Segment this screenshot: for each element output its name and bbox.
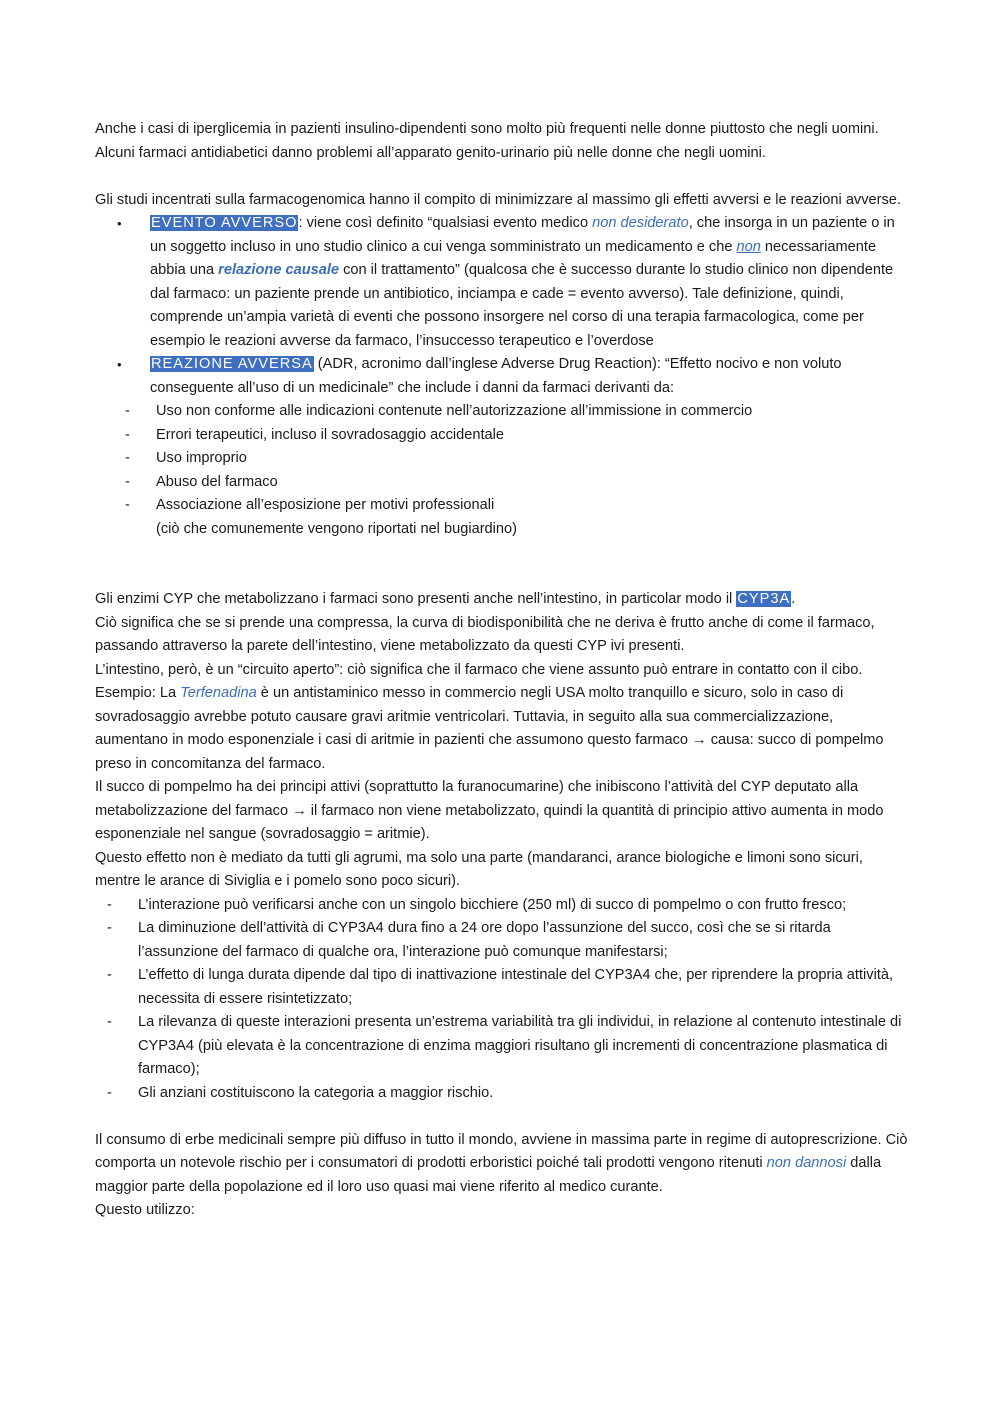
list-item-text: Errori terapeutici, incluso il sovradosaggio accidentale	[156, 426, 504, 443]
erbe-em-non-dannosi: non dannosi	[766, 1155, 847, 1171]
list-item	[95, 917, 910, 964]
highlight-cyp3a: CYP3A	[737, 591, 791, 607]
dash-icon: -	[107, 1014, 112, 1030]
adr-note: (ciò che comunemente vengono riportati nel bugiardino)	[156, 520, 518, 537]
esempio-text-2: è un antistaminico messo in commercio negli USA molto tranquillo e sicuro, solo in caso di sovradosaggio avrebbe potuto causare gravi aritmie ventricolari. Tuttavia, in seguito alla sua commercializzazione, aumentano in modo esponenziale i casi di aritmie in pazienti che assumono questo farmaco → causa: succo di pompelmo preso in concomitanza del farmaco.	[95, 685, 884, 772]
list-item	[95, 1011, 910, 1082]
list-item-reazione-avversa	[95, 353, 910, 400]
bullet-icon: •	[117, 357, 122, 372]
highlight-reazione-avversa: REAZIONE AVVERSA	[151, 356, 313, 372]
esempio-em-terfenadina: Terfenadina	[180, 685, 257, 701]
list-item-text: La rilevanza di queste interazioni presenta un’estrema variabilità tra gli individui, in relazione al contenuto intestinale di CYP3A4 (più elevata è la concentrazione di enzima maggiori risultano gli incrementi di concentrazione plasmatica di farmaco);	[138, 1014, 902, 1077]
list-item-text: L’interazione può verificarsi anche con un singolo bicchiere (250 ml) di succo di pompelmo o con frutto fresco;	[138, 896, 847, 913]
esempio-paragraph	[95, 682, 910, 776]
evento-text-1: : viene così definito “qualsiasi evento medico	[298, 215, 593, 231]
list-item-text: Gli anziani costituiscono la categoria a maggior rischio.	[138, 1084, 494, 1101]
bullet-icon: •	[117, 216, 122, 231]
definitions-list	[95, 212, 910, 400]
erbe-text-2: dalla maggior parte della popolazione ed il loro uso quasi mai viene riferito al medico curante.	[95, 1155, 882, 1195]
dash-icon: -	[125, 403, 130, 419]
list-item-text: L’effetto di lunga durata dipende dal tipo di inattivazione intestinale del CYP3A4 che, per riprendere la propria attività, necessita di essere risintetizzato;	[138, 967, 894, 1007]
erbe-text-1: Il consumo di erbe medicinali sempre più diffuso in tutto il mondo, avviene in massima parte in regime di autoprescrizione. Ciò comporta un notevole rischio per i consumatori di prodotti erboristici poiché tali prodotti vengono ritenuti	[95, 1131, 908, 1171]
list-item	[95, 400, 910, 424]
spacer	[95, 541, 910, 588]
cyp-text-2: .	[791, 591, 796, 607]
evento-em-relazione-causale: relazione causale	[218, 262, 340, 278]
evento-text-4: con il trattamento” (qualcosa che è successo durante lo studio clinico non dipendente dal farmaco: un paziente prende un antibiotico, inciampa e cade = evento avverso). Tale definizione, quindi, comprende un’ampia varietà di eventi che possono insorgere nel corso di una terapia farmacologica, come per esempio le reazioni avverse da farmaco, l’insuccesso terapeutico e l’overdose	[150, 262, 894, 349]
cyp-text-1: Gli enzimi CYP che metabolizzano i farmaci sono presenti anche nell’intestino, in particolar modo il	[95, 591, 737, 607]
reazione-text: (ADR, acronimo dall’inglese Adverse Drug Reaction): “Effetto nocivo e non voluto conseguente all’uso di un medicinale” che include i danni da farmaci derivanti da:	[150, 356, 842, 396]
dash-icon: -	[107, 896, 112, 913]
evento-text-3: necessariamente abbia una	[150, 238, 877, 278]
questo-utilizzo-paragraph: Questo utilizzo:	[95, 1202, 195, 1218]
spacer	[95, 1105, 910, 1129]
list-item	[95, 964, 910, 1011]
dash-icon: -	[125, 497, 130, 513]
list-item-text: Uso non conforme alle indicazioni contenute nell’autorizzazione all’immissione in commercio	[156, 403, 753, 419]
farmacogenomica-paragraph: Gli studi incentrati sulla farmacogenomica hanno il compito di minimizzare al massimo gli effetti avversi e le reazioni avverse.	[95, 191, 901, 208]
dash-icon: -	[107, 920, 112, 936]
list-item-text: Abuso del farmaco	[156, 473, 278, 490]
list-item	[95, 424, 910, 448]
spacer	[95, 165, 910, 189]
dash-icon: -	[107, 1084, 112, 1101]
adr-causes-list	[95, 400, 910, 518]
dash-icon: -	[125, 450, 130, 466]
list-item	[95, 494, 910, 518]
list-item-text: Uso improprio	[156, 450, 247, 466]
biodisponibilita-paragraph: Ciò significa che se si prende una compressa, la curva di biodisponibilità che ne deriva è frutto anche di come il farmaco, passando attraverso la parete dell’intestino, viene metabolizzato da questi CYP ivi presenti.	[95, 614, 875, 654]
document-page	[95, 118, 910, 1223]
dash-icon: -	[107, 967, 112, 983]
list-item-text: Associazione all’esposizione per motivi professionali	[156, 497, 495, 513]
evento-em-non: non	[736, 238, 761, 255]
circuito-aperto-paragraph: L’intestino, però, è un “circuito aperto”: ciò significa che il farmaco che viene assunto può entrare in contatto con il cibo.	[95, 661, 863, 678]
list-item	[95, 471, 910, 495]
evento-em-non-desiderato: non desiderato	[592, 215, 689, 231]
dash-icon: -	[125, 473, 130, 490]
list-item	[95, 447, 910, 471]
list-item-evento-avverso	[95, 212, 910, 353]
list-item-text: La diminuzione dell’attività di CYP3A4 dura fino a 24 ore dopo l’assunzione del succo, così che se si ritarda l’assunzione del farmaco di qualche ora, l’interazione può comunque manifestarsi;	[138, 920, 831, 960]
cyp-paragraph	[95, 588, 910, 612]
highlight-evento-avverso: EVENTO AVVERSO	[151, 215, 298, 231]
intro-paragraph: Anche i casi di iperglicemia in pazienti insulino-dipendenti sono molto più frequenti nelle donne piuttosto che negli uomini. Alcuni farmaci antidiabetici danno problemi all’apparato genito-urinario più nelle donne che negli uomini.	[95, 121, 879, 161]
pompelmo-paragraph: Il succo di pompelmo ha dei principi attivi (soprattutto la furanocumarine) che inibiscono l’attività del CYP deputato alla metabolizzazione del farmaco → il farmaco non viene metabolizzato, quindi la quantità di principio attivo aumenta in modo esponenziale nel sangue (sovradosaggio = aritmie).	[95, 779, 884, 842]
list-item	[95, 894, 910, 918]
pompelmo-list	[95, 894, 910, 1106]
list-item	[95, 1082, 910, 1106]
erbe-paragraph	[95, 1129, 910, 1200]
evento-text-2: , che insorga in un paziente o in un soggetto incluso in uno studio clinico a cui venga somministrato un medicamento e che	[150, 215, 895, 255]
agrumi-paragraph: Questo effetto non è mediato da tutti gli agrumi, ma solo una parte (mandaranci, arance biologiche e limoni sono sicuri, mentre le arance di Siviglia e i pomelo sono poco sicuri).	[95, 849, 863, 889]
dash-icon: -	[125, 426, 130, 443]
esempio-text-1: Esempio: La	[95, 685, 181, 701]
